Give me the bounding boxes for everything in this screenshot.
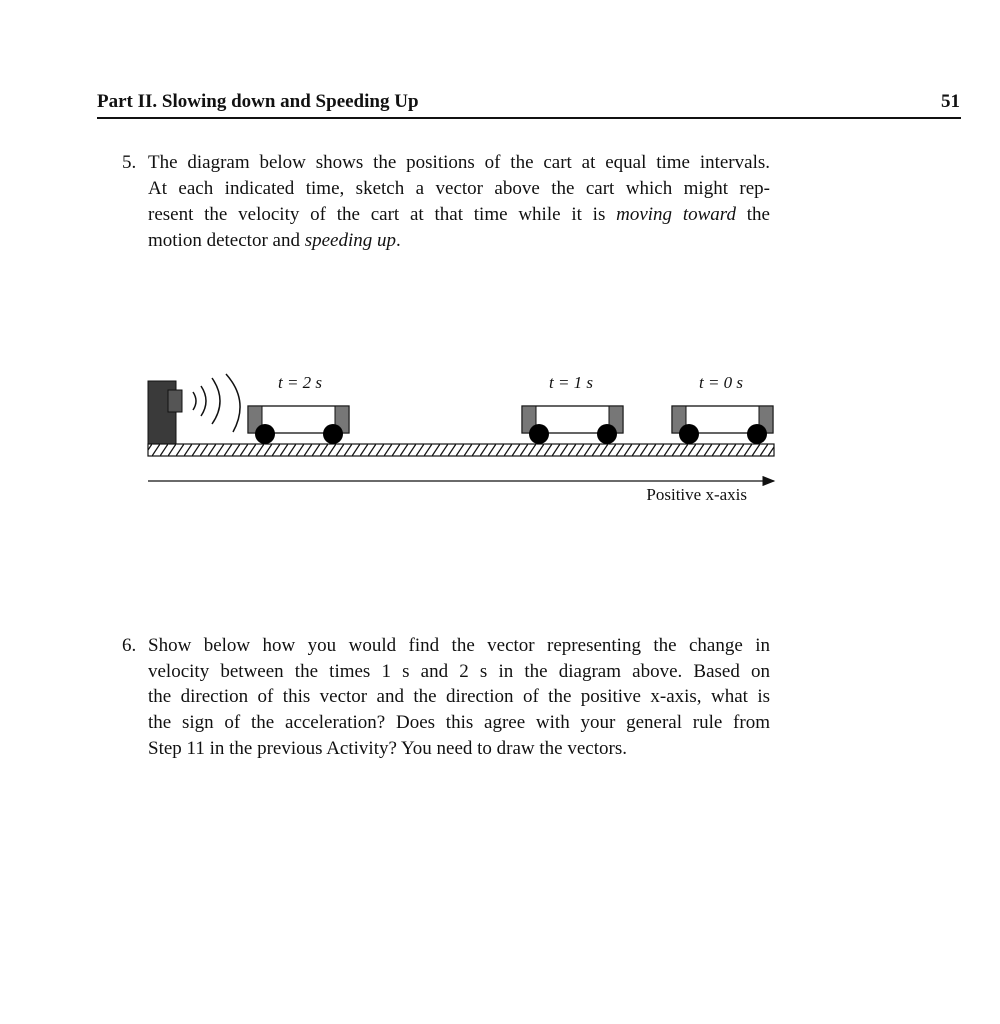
question-5-number: 5. — [122, 152, 137, 173]
cart-wheel — [597, 424, 617, 444]
cart-wheel — [323, 424, 343, 444]
cart-wheel — [747, 424, 767, 444]
question-6-number: 6. — [122, 635, 137, 656]
cart — [248, 406, 349, 444]
question-6-line: the direction of this vector and the direction of the positive x-axis, what is — [148, 686, 770, 707]
motion-detector-icon — [148, 374, 240, 444]
question-6-line: the sign of the acceleration? Does this agree with your general rule from — [148, 712, 770, 733]
axis-label: Positive x-axis — [646, 485, 747, 504]
label-t2: t = 2 s — [277, 373, 323, 392]
question-5-text: . — [396, 230, 401, 251]
cart-wheel — [529, 424, 549, 444]
cart — [672, 406, 773, 444]
question-5-text: resent the velocity of the cart at that time while it is — [148, 204, 617, 225]
question-5-text: motion detector and — [148, 230, 305, 251]
question-6-line: Show below how you would find the vector representing the change in — [148, 635, 770, 656]
page-number: 51 — [941, 91, 960, 112]
cart — [522, 406, 623, 444]
ground-track — [148, 444, 774, 456]
question-5-text: the — [735, 204, 770, 225]
label-t0: t = 0 s — [698, 373, 744, 392]
question-5-line: The diagram below shows the positions of the cart at equal time intervals. — [148, 152, 770, 173]
label-t1: t = 1 s — [548, 373, 594, 392]
cart-wheel — [255, 424, 275, 444]
question-5-line: At each indicated time, sketch a vector above the cart which might rep- — [148, 178, 770, 199]
section-title: Part II. Slowing down and Speeding Up — [97, 91, 419, 112]
emphasis-moving-toward: moving toward — [616, 204, 736, 225]
question-6-line: velocity between the times 1 s and 2 s in the diagram above. Based on — [148, 661, 770, 682]
cart-wheel — [679, 424, 699, 444]
question-6-line: Step 11 in the previous Activity? You need to draw the vectors. — [148, 738, 627, 759]
emphasis-speeding-up: speeding up — [304, 230, 397, 251]
